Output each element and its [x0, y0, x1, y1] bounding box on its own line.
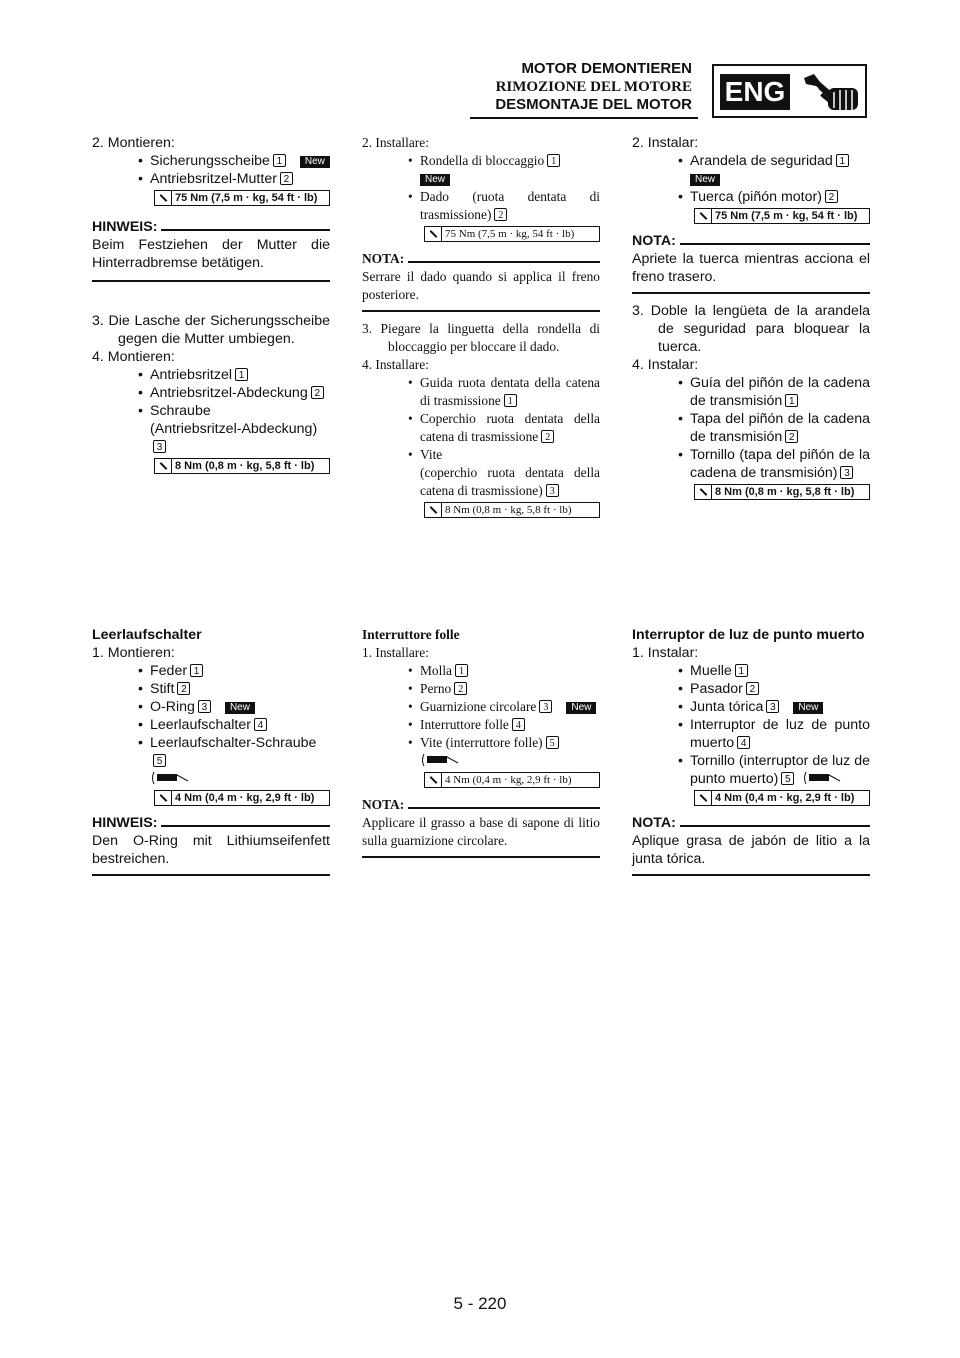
step-2: 2. Instalar:: [632, 135, 699, 151]
list-item: • Coperchio ruota dentata della catena di trasmissione 2: [362, 410, 600, 446]
note-heading: NOTA:: [362, 796, 600, 814]
column-de-neutral: [92, 626, 330, 876]
list-item: • Feder 1: [92, 662, 330, 680]
step-4: 4. Installare:: [362, 357, 429, 372]
note-text: Applicare il grasso a base di sapone di litio sulla guarnizione circolare.: [362, 815, 600, 848]
header-rule: [470, 117, 698, 119]
note-heading: HINWEIS:: [92, 814, 330, 832]
engine-wrench-icon: [798, 72, 862, 112]
list-item: • Antriebsritzel-Mutter 2: [92, 170, 330, 188]
note-end-rule: [362, 856, 600, 858]
note-text: Aplique grasa de jabón de litio a la junta tórica.: [632, 833, 870, 867]
list-item-cont: (Antriebsritzel-Abdeckung)3: [150, 421, 318, 453]
list-item: • Pasador 2: [632, 680, 870, 698]
grease-icon: [802, 771, 842, 785]
list-item: • Junta tórica 3 New: [632, 698, 870, 716]
section-title: Interruttore folle: [362, 627, 460, 642]
torque-wrench-icon: [695, 209, 712, 223]
torque-spec: 8 Nm (0,8 m · kg, 5,8 ft · lb): [424, 502, 600, 518]
list-item: • Tornillo (tapa del piñón de la cadena de transmisión) 3: [632, 446, 870, 482]
step-1: 1. Montieren:: [92, 645, 175, 661]
note-end-rule: [362, 310, 600, 312]
list-item: • Tornillo (interruptor de luz de punto muerto) 5: [632, 752, 870, 788]
page-number: 5 - 220: [453, 1294, 507, 1313]
note-heading: NOTA:: [362, 250, 600, 268]
torque-wrench-icon: [155, 791, 172, 805]
list-item: • Muelle 1: [632, 662, 870, 680]
list-item: • Leerlaufschalter-Schraube5: [92, 734, 330, 770]
list-item: • Schraube: [92, 402, 330, 420]
torque-wrench-icon: [425, 503, 442, 517]
grease-symbol: [92, 770, 330, 788]
torque-wrench-icon: [425, 773, 442, 787]
list-item: • Leerlaufschalter 4: [92, 716, 330, 734]
list-item: • Stift 2: [92, 680, 330, 698]
column-es: [632, 134, 870, 504]
page-header: [495, 60, 692, 114]
step-2: 2. Montieren:: [92, 135, 175, 151]
note-text: Beim Festziehen der Mutter die Hinterradbremse betätigen.: [92, 237, 330, 271]
note-end-rule: [632, 292, 870, 294]
grease-icon: [150, 771, 190, 785]
column-de: [92, 134, 330, 478]
list-item: • Antriebsritzel 1: [92, 366, 330, 384]
note-heading: HINWEIS:: [92, 218, 330, 236]
column-es-neutral: [632, 626, 870, 876]
list-item: • Perno 2: [362, 680, 600, 698]
note-end-rule: [92, 280, 330, 282]
grease-icon: [420, 753, 460, 767]
torque-wrench-icon: [155, 459, 172, 473]
torque-spec: 75 Nm (7,5 m · kg, 54 ft · lb): [154, 190, 330, 206]
note-text: Apriete la tuerca mientras acciona el freno trasero.: [632, 251, 870, 285]
torque-spec: 4 Nm (0,4 m · kg, 2,9 ft · lb): [424, 772, 600, 788]
list-item: • O-Ring 3 New: [92, 698, 330, 716]
column-it: [362, 134, 600, 522]
torque-spec: 4 Nm (0,4 m · kg, 2,9 ft · lb): [694, 790, 870, 806]
step-4: 4. Montieren:: [92, 349, 175, 365]
torque-wrench-icon: [695, 485, 712, 499]
torque-wrench-icon: [425, 227, 442, 241]
list-item: • Interruttore folle 4: [362, 716, 600, 734]
step-3: 3. Doble la lengüeta de la arandela de seguridad para bloquear la tuerca.: [632, 303, 870, 355]
new-marker: New: [632, 170, 870, 188]
step-1: 1. Installare:: [362, 645, 429, 660]
torque-spec: 75 Nm (7,5 m · kg, 54 ft · lb): [424, 226, 600, 242]
list-item: • Rondella di bloccaggio 1: [362, 152, 600, 170]
list-item: • Interruptor de luz de punto muerto 4: [632, 716, 870, 752]
list-item: • Vite (interruttore folle) 5: [362, 734, 600, 752]
step-1: 1. Instalar:: [632, 645, 699, 661]
torque-wrench-icon: [695, 791, 712, 805]
torque-spec: 8 Nm (0,8 m · kg, 5,8 ft · lb): [694, 484, 870, 500]
note-end-rule: [632, 874, 870, 876]
step-3: 3. Die Lasche der Sicherungsscheibe gegen die Mutter umbiegen.: [92, 313, 330, 347]
eng-badge: [712, 64, 867, 118]
column-it-neutral: [362, 626, 600, 858]
list-item: • Dado (ruota dentata di trasmissione) 2: [362, 188, 600, 224]
note-end-rule: [92, 874, 330, 876]
note-heading: NOTA:: [632, 232, 870, 250]
eng-label: ENG: [720, 74, 790, 110]
torque-spec: 4 Nm (0,4 m · kg, 2,9 ft · lb): [154, 790, 330, 806]
step-4: 4. Instalar:: [632, 357, 699, 373]
header-title-de: MOTOR DEMONTIEREN: [521, 60, 692, 77]
list-item: • Guida ruota dentata della catena di trasmissione 1: [362, 374, 600, 410]
torque-spec: 75 Nm (7,5 m · kg, 54 ft · lb): [694, 208, 870, 224]
header-title-it: RIMOZIONE DEL MOTORE: [495, 79, 692, 95]
list-item: • Guarnizione circolare 3 New: [362, 698, 600, 716]
list-item: • Vite: [362, 446, 600, 464]
list-item: • Tapa del piñón de la cadena de transmisión 2: [632, 410, 870, 446]
list-item: • Antriebsritzel-Abdeckung 2: [92, 384, 330, 402]
torque-spec: 8 Nm (0,8 m · kg, 5,8 ft · lb): [154, 458, 330, 474]
new-marker: New: [362, 170, 600, 188]
step-2: 2. Installare:: [362, 135, 429, 150]
list-item: • Tuerca (piñón motor) 2: [632, 188, 870, 206]
list-item: • Sicherungsscheibe 1 New: [92, 152, 330, 170]
note-text: Den O-Ring mit Lithiumseifenfett bestreichen.: [92, 833, 330, 867]
list-item: • Molla 1: [362, 662, 600, 680]
list-item-cont: (coperchio ruota dentata della catena di trasmissione) 3: [420, 465, 600, 498]
torque-wrench-icon: [155, 191, 172, 205]
section-title: Leerlaufschalter: [92, 627, 202, 643]
header-title-es: DESMONTAJE DEL MOTOR: [495, 96, 692, 113]
note-text: Serrare il dado quando si applica il freno posteriore.: [362, 269, 600, 302]
grease-symbol: [362, 752, 600, 770]
list-item: • Arandela de seguridad 1: [632, 152, 870, 170]
note-heading: NOTA:: [632, 814, 870, 832]
list-item: • Guía del piñón de la cadena de transmisión 1: [632, 374, 870, 410]
step-3: 3. Piegare la linguetta della rondella di bloccaggio per bloccare il dado.: [362, 321, 600, 354]
section-title: Interruptor de luz de punto muerto: [632, 627, 865, 643]
